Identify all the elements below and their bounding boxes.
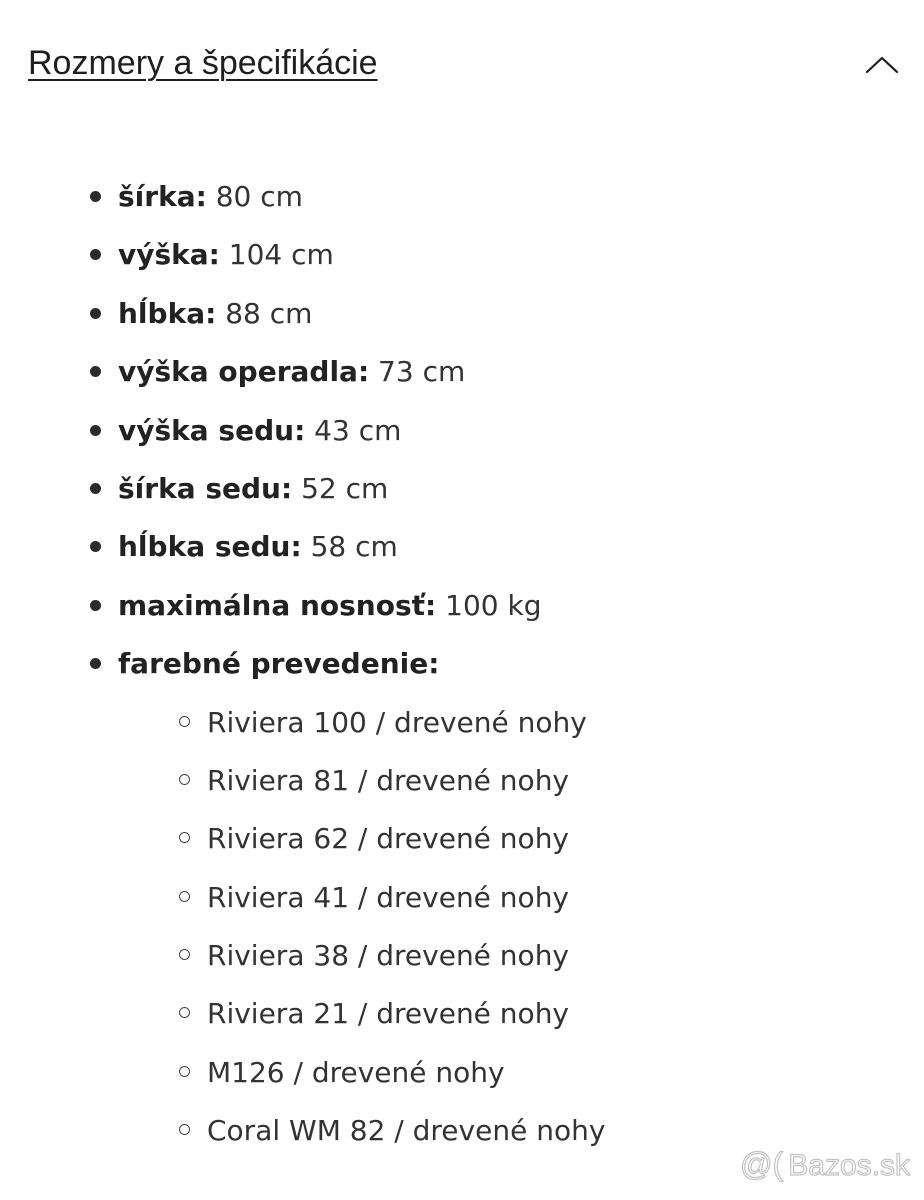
spec-label: maximálna nosnosť:: [118, 588, 437, 622]
color-option: [0, 1044, 605, 1102]
spec-item-backrest-height: [0, 343, 605, 401]
circle-bullet-icon: [179, 832, 190, 843]
bullet-icon: [90, 249, 101, 260]
circle-bullet-icon: [179, 949, 190, 960]
circle-bullet-icon: [179, 716, 190, 727]
bullet-icon: [90, 308, 101, 319]
color-option-label: Riviera 100 / drevené nohy: [207, 705, 587, 739]
circle-bullet-icon: [179, 1124, 190, 1135]
color-option-label: Riviera 38 / drevené nohy: [207, 939, 570, 973]
spec-item-color-variants: [0, 635, 605, 693]
spec-item-seat-height: [0, 402, 605, 460]
spec-item-seat-width: [0, 460, 605, 518]
section-title[interactable]: Rozmery a špecifikácie: [28, 44, 378, 82]
spec-item-depth: [0, 285, 605, 343]
color-option-label: Riviera 21 / drevené nohy: [207, 997, 570, 1031]
specs-section-header[interactable]: [28, 40, 900, 88]
spec-value: 80 cm: [206, 180, 303, 213]
spec-item-max-load: [0, 577, 605, 635]
chevron-up-icon[interactable]: [864, 46, 900, 82]
color-option: [0, 869, 605, 927]
spec-item-seat-depth: [0, 518, 605, 576]
spec-label: výška operadla:: [118, 355, 370, 389]
color-option-label: Coral WM 82 / drevené nohy: [207, 1114, 606, 1148]
spec-label: hĺbka sedu:: [118, 530, 302, 564]
spec-value: 104 cm: [219, 238, 334, 272]
circle-bullet-icon: [179, 774, 190, 785]
spec-item-width: [0, 168, 605, 226]
color-option: [0, 694, 605, 752]
color-options-container: [0, 694, 605, 1161]
bullet-icon: [90, 483, 101, 494]
spec-value: 73 cm: [369, 355, 466, 389]
bullet-icon: [90, 366, 101, 377]
spec-value: 52 cm: [292, 471, 389, 505]
bullet-icon: [90, 658, 101, 669]
color-option: [0, 927, 605, 985]
bazos-logo-icon: [740, 1144, 784, 1188]
circle-bullet-icon: [179, 1066, 190, 1077]
color-option-label: Riviera 81 / drevené nohy: [207, 763, 570, 797]
color-options-list: [0, 694, 605, 1161]
spec-label: šírka:: [118, 180, 207, 213]
color-option: [0, 985, 605, 1043]
spec-list: [0, 168, 605, 1161]
spec-label: výška:: [118, 238, 220, 272]
bullet-icon: [90, 541, 101, 552]
svg-text:@(: @(: [740, 1146, 784, 1182]
spec-label: výška sedu:: [118, 413, 306, 447]
bullet-icon: [90, 191, 101, 202]
color-option-label: Riviera 62 / drevené nohy: [207, 822, 570, 856]
watermark: [740, 1146, 910, 1186]
color-option: [0, 810, 605, 868]
spec-item-height: [0, 226, 605, 284]
spec-label: farebné prevedenie:: [118, 647, 440, 681]
color-option-label: Riviera 41 / drevené nohy: [207, 880, 570, 914]
color-option-label: M126 / drevené nohy: [207, 1055, 505, 1089]
circle-bullet-icon: [179, 1007, 190, 1018]
color-option: [0, 752, 605, 810]
spec-value: 43 cm: [305, 413, 402, 447]
color-option: [0, 1102, 605, 1160]
spec-label: hĺbka:: [118, 296, 217, 330]
spec-value: 88 cm: [216, 296, 313, 330]
spec-value: 58 cm: [301, 530, 398, 564]
bullet-icon: [90, 600, 101, 611]
spec-label: šírka sedu:: [118, 471, 293, 505]
watermark-text: Bazos.sk: [788, 1149, 910, 1182]
spec-value: 100 kg: [436, 588, 542, 622]
bullet-icon: [90, 425, 101, 436]
circle-bullet-icon: [179, 891, 190, 902]
